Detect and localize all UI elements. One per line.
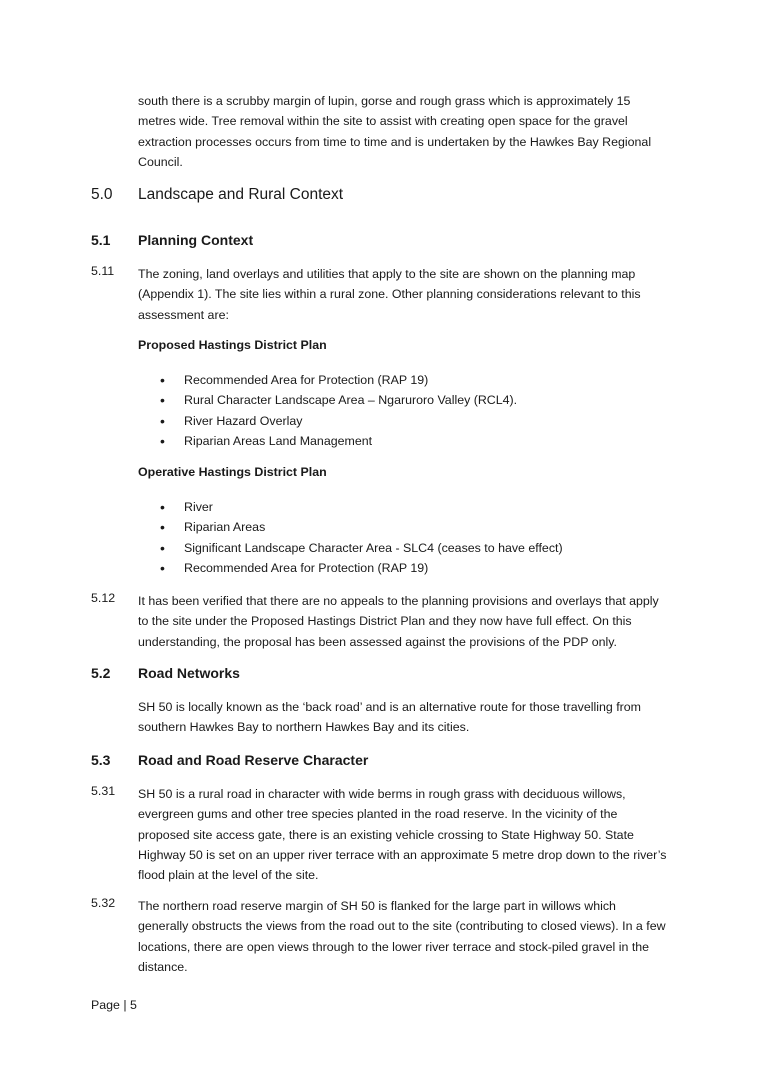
para-5-12-text: It has been verified that there are no appeals to the planning provisions and overlays that apply to the site under the Proposed Hastings District Plan and they now have full effect. On this understanding, the proposal has been assessed against the provisions of the PDP only. [138, 594, 659, 649]
section-5-3-number: 5.3 [91, 752, 111, 768]
list-item: • River Hazard Overlay [160, 411, 517, 431]
section-5-1-title: Planning Context [138, 232, 254, 248]
section-5-1-number: 5.1 [91, 232, 111, 248]
para-5-11-text: The zoning, land overlays and utilities that apply to the site are shown on the planning map (Appendix 1). The site lies within a rural zone. Other planning considerations relevant to this assessment are: [138, 267, 641, 322]
section-5-2-title: Road Networks [138, 665, 240, 681]
para-5-32-number: 5.32 [91, 896, 116, 910]
proposed-plan-heading: Proposed Hastings District Plan [138, 338, 327, 352]
page-number: Page | 5 [91, 998, 137, 1012]
para-5-32-text: The northern road reserve margin of SH 50 is flanked for the large part in willows which generally obstructs the views from the road out to the site (contributing to closed views). In a few locations, there are open views through to the lower river terrace and stock-piled gravel in the distance. [138, 899, 666, 974]
operative-plan-list [160, 497, 563, 579]
list-item: • Riparian Areas [160, 517, 563, 537]
intro-paragraph: south there is a scrubby margin of lupin, gorse and rough grass which is approximately 15 metres wide. Tree removal within the site to assist with creating open space for the gravel extraction processes occurs from time to time and is undertaken by the Hawkes Bay Regional Council. [138, 94, 652, 169]
para-5-31-number: 5.31 [91, 784, 116, 798]
operative-plan-heading: Operative Hastings District Plan [138, 465, 327, 479]
list-item: • Recommended Area for Protection (RAP 19) [160, 370, 517, 390]
proposed-plan-list [160, 370, 517, 452]
list-item: • Rural Character Landscape Area – Ngaruroro Valley (RCL4). [160, 390, 517, 410]
para-5-12-number: 5.12 [91, 591, 116, 605]
section-5-2-text: SH 50 is locally known as the ‘back road’ and is an alternative route for those travelling from southern Hawkes Bay to northern Hawkes Bay and its cities. [138, 700, 641, 735]
section-5-0-title: Landscape and Rural Context [138, 186, 344, 203]
list-item: • Recommended Area for Protection (RAP 19) [160, 558, 563, 578]
para-5-31-text: SH 50 is a rural road in character with wide berms in rough grass with deciduous willows, evergreen gums and other tree species planted in the road reserve. In the vicinity of the proposed site access gate, there is an existing vehicle crossing to State Highway 50. State Highway 50 is set on an upper river terrace with an approximate 5 metre drop down to the river’s flood plain at the level of the site. [138, 787, 667, 883]
section-5-0-number: 5.0 [91, 186, 113, 203]
list-item: • River [160, 497, 563, 517]
list-item: • Significant Landscape Character Area - SLC4 (ceases to have effect) [160, 538, 563, 558]
para-5-11-number: 5.11 [91, 264, 115, 278]
section-5-3-title: Road and Road Reserve Character [138, 752, 369, 768]
list-item: • Riparian Areas Land Management [160, 431, 517, 451]
section-5-2-number: 5.2 [91, 665, 111, 681]
